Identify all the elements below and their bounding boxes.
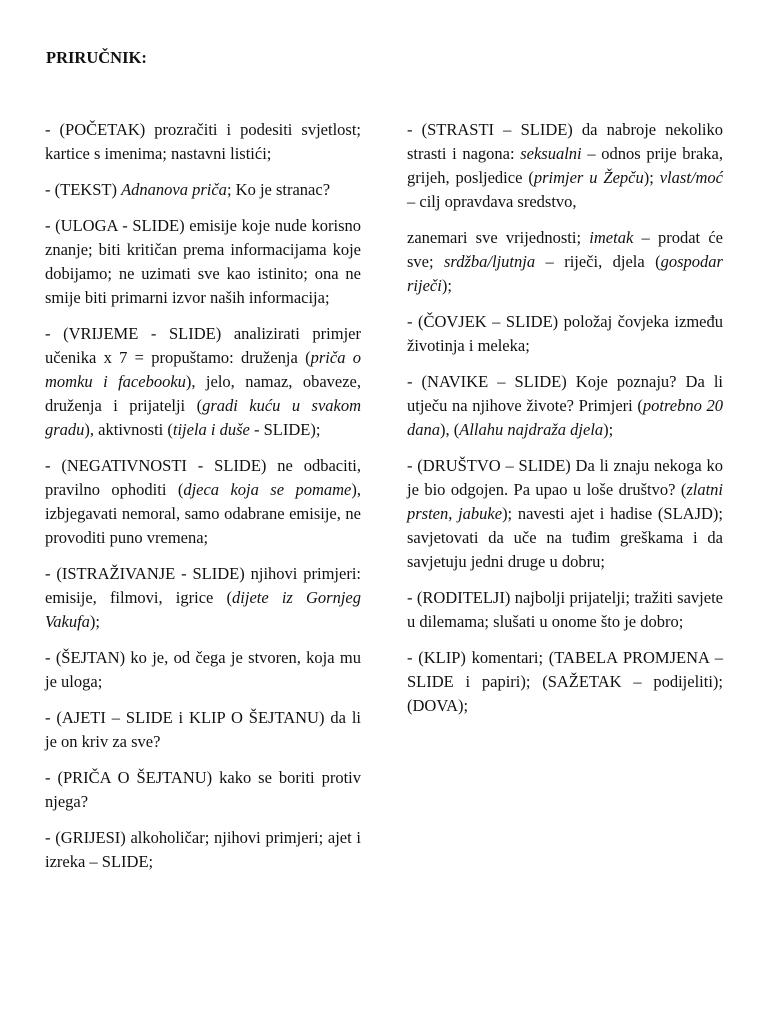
text-run: - (TEKST) — [45, 180, 122, 199]
italic-text: seksualni — [520, 144, 582, 163]
text-run: ; Ko je stranac? — [226, 180, 331, 199]
right-column — [407, 118, 723, 730]
text-run: ); — [643, 168, 660, 187]
text-run: - (STRASTI – SLIDE) da nabroje nekoliko strasti i nagona: — [407, 120, 723, 163]
italic-text: srdžba/ljutnja — [444, 252, 536, 271]
text-run: ); — [603, 420, 614, 439]
italic-text: tijela i duše — [172, 420, 250, 439]
left-column — [45, 118, 361, 886]
text-run: - (ČOVJEK – SLIDE) položaj čovjeka između životinja i meleka; — [407, 312, 723, 355]
paragraph — [45, 562, 361, 634]
paragraph — [407, 370, 723, 442]
text-run: ), aktivnosti ( — [84, 420, 173, 439]
italic-text: Allahu najdraža djela — [459, 420, 604, 439]
italic-text: imetak — [589, 228, 634, 247]
text-run: - (PRIČA O ŠEJTANU) kako se boriti protiv njega? — [45, 768, 361, 811]
text-run: - (GRIJESI) alkoholičar; njihovi primjeri; ajet i izreka – SLIDE; — [45, 828, 361, 871]
italic-text: priča o momku i facebooku — [45, 348, 361, 391]
text-run: - (POČETAK) prozračiti i podesiti svjetlost; kartice s imenima; nastavni listići; — [45, 120, 361, 163]
paragraph — [45, 706, 361, 754]
document-title: PRIRUČNIK: — [46, 48, 147, 67]
text-run: ); — [89, 612, 101, 631]
text-run: - (ISTRAŽIVANJE - SLIDE) njihovi primjeri: emisije, filmovi, igrice ( — [45, 564, 361, 607]
text-run: – riječi, djela ( — [535, 252, 661, 271]
italic-text: djeca koja se pomame — [183, 480, 352, 499]
text-run: – prodat će sve; — [407, 228, 723, 271]
text-run: - (ŠEJTAN) ko je, od čega je stvoren, koja mu je uloga; — [45, 648, 361, 691]
text-run: zanemari sve vrijednosti; — [407, 228, 590, 247]
italic-text: vlast/moć — [659, 168, 723, 187]
italic-text: primjer u Žepču — [533, 168, 644, 187]
text-run: – cilj opravdava sredstvo, — [407, 192, 577, 211]
paragraph — [45, 178, 361, 202]
paragraph — [407, 118, 723, 214]
text-run: ); — [441, 276, 452, 295]
paragraph — [407, 226, 723, 298]
paragraph — [407, 310, 723, 358]
text-run: - (RODITELJI) najbolji prijatelji; tražiti savjete u dilemama; slušati u onome što je dobro; — [407, 588, 723, 631]
text-run: - SLIDE); — [249, 420, 321, 439]
paragraph — [45, 214, 361, 310]
paragraph — [45, 766, 361, 814]
text-run: - (DRUŠTVO – SLIDE) Da li znaju nekoga ko je bio odgojen. Pa upao u loše društvo? ( — [407, 456, 723, 499]
italic-text: gospodar riječi — [407, 252, 723, 295]
italic-text: zlatni prsten, jabuke — [407, 480, 723, 523]
italic-text: gradi kuću u svakom gradu — [45, 396, 362, 439]
text-run: - (KLIP) komentari; (TABELA PROMJENA – SLIDE i papiri); (SAŽETAK – podijeliti); (DOVA); — [407, 648, 723, 715]
text-run: – odnos prije braka, grijeh, posljedice ( — [407, 144, 723, 187]
paragraph — [45, 118, 361, 166]
paragraph — [407, 454, 723, 574]
text-run: ), izbjegavati nemoral, samo odabrane emisije, ne provoditi puno vremena; — [45, 480, 361, 547]
paragraph — [407, 586, 723, 634]
paragraph — [45, 454, 361, 550]
text-run: - (ULOGA - SLIDE) emisije koje nude korisno znanje; biti kritičan prema informacijama koje dobijamo; ne uzimati sve kao istinito; ona ne smije biti primarni izvor naših informacija; — [45, 216, 361, 307]
text-run: - (NEGATIVNOSTI - SLIDE) ne odbaciti, pravilno ophoditi ( — [45, 456, 361, 499]
text-run: ); navesti ajet i hadise (SLAJD); savjetovati da uče na tuđim greškama i da savjetuju jedni druge u dobru; — [407, 504, 724, 571]
text-run: - (VRIJEME - SLIDE) analizirati primjer učenika x 7 = propuštamo: druženja ( — [45, 324, 361, 367]
italic-text: potrebno 20 dana — [407, 396, 723, 439]
paragraph — [45, 322, 361, 442]
text-run: ), ( — [440, 420, 460, 439]
paragraph — [407, 646, 723, 718]
paragraph — [45, 826, 361, 874]
text-run: - (NAVIKE – SLIDE) Koje poznaju? Da li utječu na njihove živote? Primjeri ( — [407, 372, 723, 415]
text-run: ), jelo, namaz, obaveze, druženja i prijatelji ( — [45, 372, 361, 415]
italic-text: Adnanova priča — [121, 180, 227, 199]
paragraph — [45, 646, 361, 694]
text-run: - (AJETI – SLIDE i KLIP O ŠEJTANU) da li je on kriv za sve? — [45, 708, 361, 751]
italic-text: dijete iz Gornjeg Vakufa — [45, 588, 361, 631]
